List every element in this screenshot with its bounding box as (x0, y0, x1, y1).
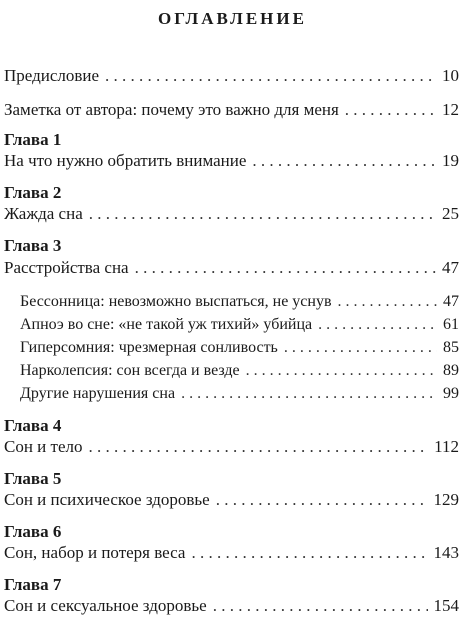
toc-entry-page: 10 (442, 66, 459, 85)
toc-entry-chapter-1 (4, 151, 459, 171)
dot-leader (191, 543, 427, 563)
toc-entry-text: Жажда сна (4, 204, 83, 223)
chapter-heading-1: Глава 1 (4, 130, 62, 149)
toc-entry-page: 25 (442, 204, 459, 223)
toc-entry-text: Сон и психическое здоровье (4, 490, 210, 509)
toc-entry-text: На что нужно обратить внимание (4, 151, 247, 170)
dot-leader (216, 490, 428, 510)
toc-entry-text: Бессонница: невозможно выспаться, не уснув (20, 293, 332, 310)
toc-entry-page: 85 (443, 339, 459, 356)
toc-entry-text: Заметка от автора: почему это важно для меня (4, 100, 339, 119)
toc-entry-text: Сон, набор и потеря веса (4, 543, 186, 562)
toc-entry-text: Другие нарушения сна (20, 385, 176, 402)
toc-entry-text: Нарколепсия: сон всегда и везде (20, 362, 240, 379)
chapter-heading-4: Глава 4 (4, 416, 62, 435)
dot-leader (345, 100, 436, 120)
toc-entry-chapter-6 (4, 543, 459, 563)
toc-entry-chapter-4 (4, 437, 459, 457)
chapter-heading-6: Глава 6 (4, 522, 62, 541)
dot-leader (135, 258, 436, 278)
toc-subentry-hypersomnia (20, 338, 459, 358)
toc-entry-page: 129 (433, 490, 459, 509)
toc-entry-chapter-3 (4, 258, 459, 278)
chapter-heading-2: Глава 2 (4, 183, 62, 202)
toc-entry-author-note (4, 100, 459, 120)
chapter-heading-3: Глава 3 (4, 236, 62, 255)
toc-entry-text: Расстройства сна (4, 258, 129, 277)
toc-entry-page: 61 (443, 316, 459, 333)
toc-entry-page: 154 (433, 596, 459, 615)
toc-entry-text: Апноэ во сне: «не такой уж тихий» убийца (20, 316, 313, 333)
dot-leader (89, 437, 429, 457)
dot-leader (246, 361, 437, 381)
toc-entry-preface (4, 66, 459, 86)
toc-entry-page: 112 (434, 437, 459, 456)
toc-entry-text: Сон и сексуальное здоровье (4, 596, 207, 615)
toc-entry-page: 47 (442, 258, 459, 277)
dot-leader (89, 204, 436, 224)
toc-entry-page: 89 (443, 362, 459, 379)
toc-entry-text: Сон и тело (4, 437, 83, 456)
page-title: оглавление (158, 4, 307, 30)
toc-entry-text: Гиперсомния: чрезмерная сонливость (20, 339, 278, 356)
dot-leader (252, 151, 436, 171)
toc-entry-text: Предисловие (4, 66, 100, 85)
toc-subentry-other-disorders (20, 384, 459, 404)
dot-leader (105, 66, 436, 86)
chapter-heading-5: Глава 5 (4, 469, 62, 488)
toc-entry-chapter-7 (4, 596, 459, 616)
toc-entry-chapter-2 (4, 204, 459, 224)
toc-entry-chapter-5 (4, 490, 459, 510)
toc-entry-page: 47 (443, 293, 459, 310)
toc-entry-page: 143 (433, 543, 459, 562)
dot-leader (284, 338, 437, 358)
dot-leader (213, 596, 428, 616)
toc-entry-page: 12 (442, 100, 459, 119)
chapter-heading-7: Глава 7 (4, 575, 62, 594)
dot-leader (318, 315, 437, 335)
dot-leader (181, 384, 437, 404)
toc-entry-page: 99 (443, 385, 459, 402)
toc-subentry-insomnia (20, 292, 459, 312)
toc-subentry-apnea (20, 315, 459, 335)
dot-leader (338, 292, 437, 312)
toc-entry-page: 19 (442, 151, 459, 170)
toc-subentry-narcolepsy (20, 361, 459, 381)
